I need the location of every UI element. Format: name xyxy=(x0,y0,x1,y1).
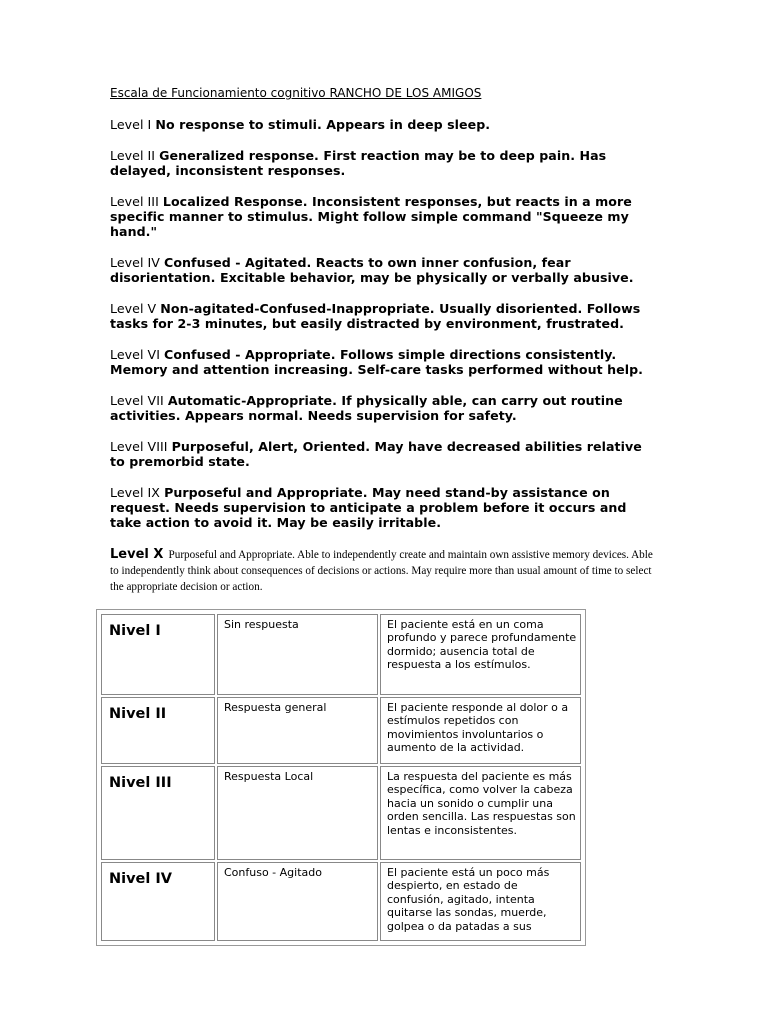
nivel-cell: Nivel III xyxy=(101,766,215,860)
document-title: Escala de Funcionamiento cognitivo RANCHO DE LOS AMIGOS xyxy=(110,86,482,100)
level-label: Level IX xyxy=(110,485,160,500)
level-7 xyxy=(110,393,655,423)
level-label: Level X xyxy=(110,547,164,562)
nombre-cell: Respuesta Local xyxy=(217,766,378,860)
nivel-cell: Nivel I xyxy=(101,614,215,695)
level-4 xyxy=(110,255,655,285)
level-label: Level VIII xyxy=(110,439,168,454)
level-6 xyxy=(110,347,655,377)
level-2 xyxy=(110,148,655,178)
level-description: Purposeful and Appropriate. Able to independently create and maintain own assistive memory devices. Able to independently think about consequences of decisions or actions. May require more than usual amount of time to select the appropriate decision or action. xyxy=(110,549,653,593)
level-8 xyxy=(110,439,655,469)
level-label: Level III xyxy=(110,194,159,209)
descripcion-cell: El paciente responde al dolor o a estímulos repetidos con movimientos involuntarios o aumento de la actividad. xyxy=(380,697,581,764)
level-3 xyxy=(110,194,655,239)
level-description: Generalized response. First reaction may be to deep pain. Has delayed, inconsistent responses. xyxy=(110,148,607,178)
level-description: Non-agitated-Confused-Inappropriate. Usually disoriented. Follows tasks for 2-3 minutes, but easily distracted by environment, frustrated. xyxy=(110,301,641,331)
level-label: Level V xyxy=(110,301,157,316)
level-label: Level IV xyxy=(110,255,160,270)
level-label: Level II xyxy=(110,148,156,163)
descripcion-cell: La respuesta del paciente es más específica, como volver la cabeza hacia un sonido o cumplir una orden sencilla. Las respuestas son lentas e inconsistentes. xyxy=(380,766,581,860)
level-description: Confused - Appropriate. Follows simple directions consistently. Memory and attention increasing. Self-care tasks performed without help. xyxy=(110,347,643,377)
nivel-cell: Nivel II xyxy=(101,697,215,764)
level-description: Purposeful and Appropriate. May need stand-by assistance on request. Needs supervision to anticipate a problem before it occurs and take action to avoid it. May be easily irritable. xyxy=(110,485,627,530)
descripcion-cell: El paciente está un poco más despierto, en estado de confusión, agitado, intenta quitarse las sondas, muerde, golpea o da patadas a sus xyxy=(380,862,581,941)
level-label: Level I xyxy=(110,117,152,132)
nombre-cell: Confuso - Agitado xyxy=(217,862,378,941)
table-row xyxy=(101,614,581,695)
level-9 xyxy=(110,485,655,530)
nombre-cell: Sin respuesta xyxy=(217,614,378,695)
level-description: Purposeful, Alert, Oriented. May have decreased abilities relative to premorbid state. xyxy=(110,439,642,469)
level-description: Confused - Agitated. Reacts to own inner confusion, fear disorientation. Excitable behavior, may be physically or verbally abusive. xyxy=(110,255,634,285)
table-row xyxy=(101,766,581,860)
descripcion-cell: El paciente está en un coma profundo y parece profundamente dormido; ausencia total de respuesta a los estímulos. xyxy=(380,614,581,695)
table-row xyxy=(101,697,581,764)
level-1 xyxy=(110,117,655,132)
level-description: Localized Response. Inconsistent responses, but reacts in a more specific manner to stimulus. Might follow simple command "Squeeze my hand." xyxy=(110,194,632,239)
nombre-cell: Respuesta general xyxy=(217,697,378,764)
nivel-cell: Nivel IV xyxy=(101,862,215,941)
table-row xyxy=(101,862,581,941)
levels-table-frame xyxy=(96,609,586,946)
level-10 xyxy=(110,546,655,594)
level-5 xyxy=(110,301,655,331)
level-label: Level VI xyxy=(110,347,160,362)
level-description: Automatic-Appropriate. If physically able, can carry out routine activities. Appears normal. Needs supervision for safety. xyxy=(110,393,623,423)
levels-table xyxy=(99,612,583,943)
level-description: No response to stimuli. Appears in deep sleep. xyxy=(155,117,491,132)
level-label: Level VII xyxy=(110,393,164,408)
document-page xyxy=(110,86,655,606)
